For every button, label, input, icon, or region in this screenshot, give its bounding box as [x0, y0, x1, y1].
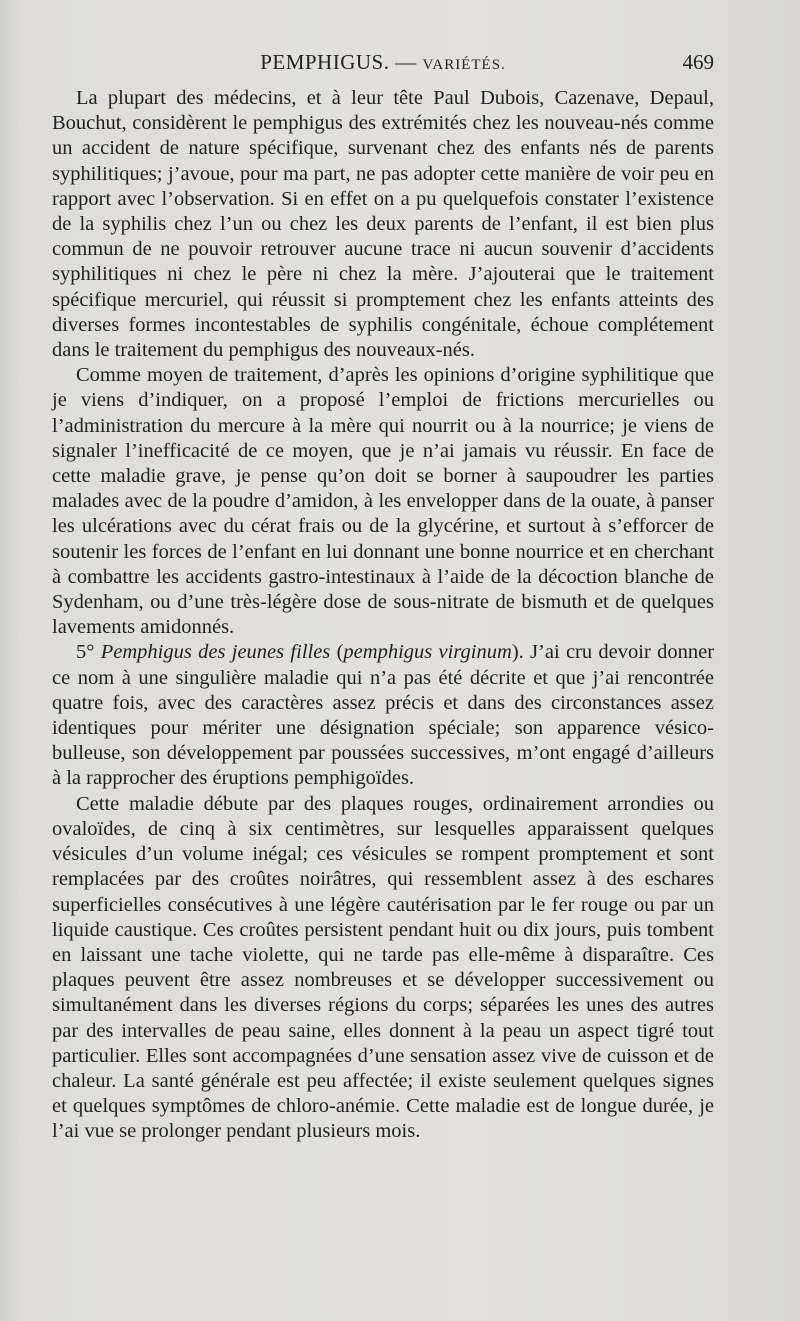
paren-close: ). — [511, 641, 531, 664]
paragraph-3 — [52, 640, 714, 791]
running-title — [52, 50, 714, 75]
running-title-sub: VARIÉTÉS. — [422, 57, 506, 73]
paragraph-4: Cette maladie débute par des plaques rouges, ordinairement arrondies ou ovaloïdes, de cinq à six centimètres, sur lesquelles apparaissent quelques vésicules d’un volume inégal; ces vésicules se rompent promptement et sont remplacées par des croûtes noirâtres, qui ressemblent assez à des eschares superficielles consécutives à une légère cautérisation par le fer rouge ou par un liquide caustique. Ces croûtes persistent pendant huit ou dix jours, puis tombent en laissant une tache violette, qui ne tarde pas elle-même à disparaître. Ces plaques peuvent être assez nombreuses et se développer successivement ou simultanément dans les diverses régions du corps; séparées les unes des autres par des intervalles de peau saine, elles donnent à la peau un aspect tigré tout particulier. Elles sont accompagnées d’une sensation assez vive de cuisson et de chaleur. La santé générale est peu affectée; il existe seulement quelques signes et quelques symptômes de chloro-anémie. Cette maladie est de longue durée, je l’ai vue se prolonger pendant plusieurs mois. — [52, 792, 714, 1143]
section-title: Pemphigus des jeunes filles — [100, 641, 331, 664]
section-number: 5° — [76, 641, 101, 664]
page-body — [52, 86, 714, 1145]
running-title-main: PEMPHIGUS. — — [260, 50, 423, 74]
paragraph-1: La plupart des médecins, et à leur tête Paul Dubois, Cazenave, Depaul, Bouchut, considèrent le pemphigus des extrémités chez les nouveau-nés comme un accident de nature spécifique, survenant chez des enfants nés de parents syphilitiques; j’avoue, pour ma part, ne pas adopter cette manière de voir peu en rapport avec l’observation. Si en effet on a pu quelquefois constater l’existence de la syphilis chez l’un ou chez les deux parents de l’enfant, il est bien plus commun de ne pouvoir retrouver aucune trace ni aucun souvenir d’accidents syphilitiques ni chez le père ni chez la mère. J’ajouterai que le traitement spécifique mercuriel, qui réussit si promptement chez les enfants atteints des diverses formes incontestables de syphilis congénitale, échoue complétement dans le traitement du pemphigus des nouveaux-nés. — [52, 87, 714, 362]
paren-open: ( — [330, 641, 344, 664]
paragraph-2: Comme moyen de traitement, d’après les opinions d’origine syphilitique que je viens d’indiquer, on a proposé l’emploi de frictions mercurielles ou l’administration du mercure à la mère qui nourrit ou à la nourrice; je viens de signaler l’inefficacité de ce moyen, que je n’ai jamais vu réussir. En face de cette maladie grave, je pense qu’on doit se borner à saupoudrer les parties malades avec de la poudre d’amidon, à les envelopper dans de la ouate, à panser les ulcérations avec du cérat frais ou de la glycérine, et surtout à s’efforcer de soutenir les forces de l’enfant en lui donnant une bonne nourrice et en cherchant à combattre les accidents gastro-intestinaux à l’aide de la décoction blanche de Sydenham, ou d’une très-légère dose de sous-nitrate de bismuth et de quelques lavements amidonnés. — [52, 364, 714, 639]
section-latin-name: pemphigus virginum — [343, 641, 512, 664]
page-number: 469 — [682, 50, 714, 74]
running-header — [52, 50, 714, 82]
paragraph-3-text: J’ai cru devoir donner ce nom à une singulière maladie qui n’a pas été décrite et que j’ai rencontrée quatre fois, avec des caractères assez précis et dans des circonstances assez identiques pour mériter une désignation spéciale; son apparence vésico-bulleuse, son développement par poussées successives, m’ont engagé d’ailleurs à la rapprocher des éruptions pemphigoïdes. — [52, 641, 715, 790]
